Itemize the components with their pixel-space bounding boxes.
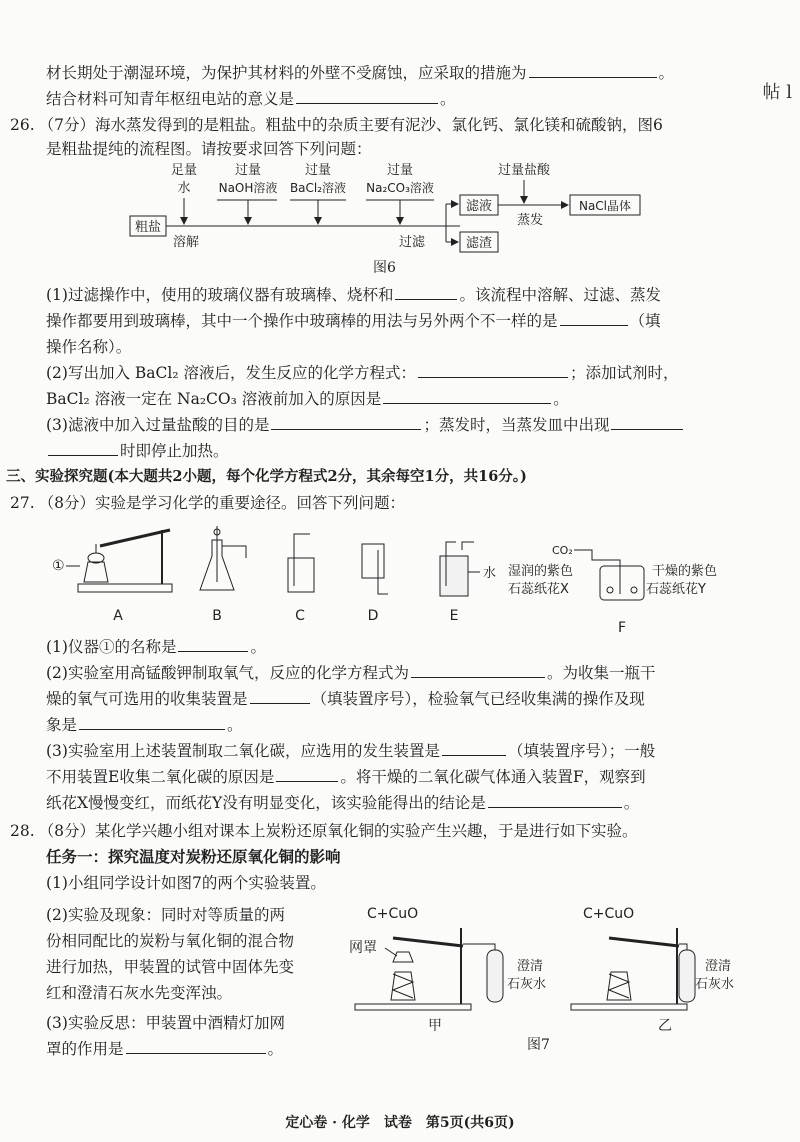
label: 过滤 xyxy=(398,235,426,250)
page-footer: 定心卷 · 化学 试卷 第5页(共6页) xyxy=(285,1115,515,1131)
text-line: 是粗盐提纯的流程图。请按要求回答下列问题： xyxy=(46,140,372,158)
label: 过量盐酸 xyxy=(497,163,551,178)
text-line xyxy=(46,714,243,736)
figure-caption: 图6 xyxy=(373,260,396,276)
apparatus-b xyxy=(200,526,246,624)
answer-blank[interactable] xyxy=(611,415,683,430)
q28-part-2: (2)实验及现象：同时对等质量的两 xyxy=(46,906,285,924)
text: （8分）某化学兴趣小组对课本上炭粉还原氧化铜的实验产生兴趣，于是进行如下实验。 xyxy=(38,822,638,840)
answer-blank[interactable] xyxy=(395,285,457,300)
text: ；蒸发时，当蒸发皿中出现 xyxy=(423,416,610,434)
answer-blank[interactable] xyxy=(271,415,421,430)
question-number: 28. xyxy=(10,822,35,840)
label: 石蕊纸花X xyxy=(508,582,569,597)
answer-blank[interactable] xyxy=(418,363,568,378)
label: 溶解 xyxy=(172,235,200,250)
answer-blank[interactable] xyxy=(442,741,506,756)
text: 。将干燥的二氧化碳气体通入装置F，观察到 xyxy=(340,768,646,786)
text: （填装置序号）；一般 xyxy=(507,742,656,760)
text-line xyxy=(46,88,456,110)
text-line xyxy=(46,1038,283,1060)
answer-blank[interactable] xyxy=(560,311,628,326)
label: 过量 xyxy=(386,163,414,178)
answer-blank[interactable] xyxy=(250,689,310,704)
page-edge-mark: 帖 l xyxy=(762,82,792,103)
text: 。 xyxy=(623,794,640,812)
apparatus-a xyxy=(52,530,172,624)
text-line xyxy=(46,792,639,814)
figure-apparatus xyxy=(40,520,760,645)
text: 。 xyxy=(227,716,243,734)
text-line: 操作名称）。 xyxy=(46,338,132,356)
text-line xyxy=(46,440,229,462)
apparatus-yi xyxy=(571,906,734,1034)
q28-part-1: (1)小组同学设计如图7的两个实验装置。 xyxy=(46,874,326,892)
text-line xyxy=(46,766,646,788)
text: 结合材料可知青年枢纽电站的意义是 xyxy=(46,90,295,108)
label: 网罩 xyxy=(349,940,377,956)
label: 水 xyxy=(483,566,497,581)
text-line xyxy=(46,388,569,410)
label: 甲 xyxy=(428,1018,442,1034)
label: NaCl晶体 xyxy=(578,199,632,213)
label: 蒸发 xyxy=(516,213,544,228)
text-line: 份相同配比的炭粉与氧化铜的混合物 xyxy=(46,932,295,950)
answer-blank[interactable] xyxy=(48,441,118,456)
label: 粗盐 xyxy=(134,220,162,235)
figure-caption: 图7 xyxy=(527,1037,550,1053)
text: (3)实验室用上述装置制取二氧化碳，应选用的发生装置是 xyxy=(46,742,440,760)
label: 湿润的紫色 xyxy=(508,564,574,579)
text: (1)仪器①的名称是 xyxy=(46,638,177,656)
q26-part-2 xyxy=(46,362,679,384)
text: (3)滤液中加入过量盐酸的目的是 xyxy=(46,416,270,434)
apparatus-f xyxy=(508,544,717,636)
q28-part-3: (3)实验反思：甲装置中酒精灯加网 xyxy=(46,1014,285,1032)
label: BaCl₂溶液 xyxy=(289,181,347,195)
apparatus-e xyxy=(440,542,496,624)
text: (2)实验室用高锰酸钾制取氧气，反应的化学方程式为 xyxy=(46,664,409,682)
text: 燥的氧气可选用的收集装置是 xyxy=(46,690,248,708)
text: (1)过滤操作中，使用的玻璃仪器有玻璃棒、烧杯和 xyxy=(46,286,394,304)
text: 。 xyxy=(267,1040,284,1058)
text: 不用装置E收集二氧化碳的原因是 xyxy=(46,768,275,786)
text-line xyxy=(46,310,661,332)
text: （填 xyxy=(629,312,661,330)
text: 。 xyxy=(658,64,675,82)
label: 石灰水 xyxy=(695,977,735,992)
label: 石灰水 xyxy=(507,977,547,992)
task-heading: 任务一：探究温度对炭粉还原氧化铜的影响 xyxy=(46,847,341,866)
text: ；添加试剂时， xyxy=(569,364,679,382)
text: BaCl₂ 溶液一定在 Na₂CO₃ 溶液前加入的原因是 xyxy=(46,390,382,408)
label: Na₂CO₃溶液 xyxy=(366,181,434,195)
text-line xyxy=(46,688,645,710)
answer-blank[interactable] xyxy=(276,767,338,782)
answer-blank[interactable] xyxy=(126,1039,266,1054)
text: (2)写出加入 BaCl₂ 溶液后，发生反应的化学方程式： xyxy=(46,364,416,382)
apparatus-label: B xyxy=(212,608,222,624)
question-number: 26. xyxy=(10,116,35,134)
label: 滤渣 xyxy=(465,236,493,251)
text: 材长期处于潮湿环境，为保护其材料的外壁不受腐蚀，应采取的措施为 xyxy=(46,64,527,82)
answer-blank[interactable] xyxy=(79,715,225,730)
text: 。该流程中溶解、过滤、蒸发 xyxy=(459,286,661,304)
answer-blank[interactable] xyxy=(411,663,545,678)
label: 石蕊纸花Y xyxy=(646,582,706,597)
q26-part-3 xyxy=(46,414,685,436)
apparatus-d xyxy=(362,544,388,624)
text: 。 xyxy=(553,390,569,408)
apparatus-c xyxy=(288,534,314,624)
q28-stem xyxy=(10,820,638,842)
text-line: 红和澄清石灰水先变浑浊。 xyxy=(46,984,233,1002)
text: 。 xyxy=(440,90,456,108)
apparatus-label: C xyxy=(295,608,305,624)
apparatus-label: A xyxy=(113,608,123,624)
label: C+CuO xyxy=(367,906,419,922)
answer-blank[interactable] xyxy=(488,793,622,808)
text: （7分）海水蒸发得到的是粗盐。粗盐中的杂质主要有泥沙、氯化钙、氯化镁和硫酸钠，图6 xyxy=(38,116,663,134)
apparatus-label: E xyxy=(449,608,459,624)
text: （8分）实验是学习化学的重要途径。回答下列问题： xyxy=(38,494,406,512)
q27-part-2 xyxy=(46,662,655,684)
text: （填装置序号），检验氧气已经收集满的操作及现 xyxy=(311,690,645,708)
section-heading: 三、实验探究题(本大题共2小题，每个化学方程式2分，其余每空1分，共16分。) xyxy=(6,468,527,485)
q27-part-1 xyxy=(46,636,266,658)
text: 。 xyxy=(250,638,266,656)
label: 滤液 xyxy=(465,199,493,214)
label: 过量 xyxy=(304,163,332,178)
label: 干燥的紫色 xyxy=(652,564,718,579)
answer-blank[interactable] xyxy=(383,389,551,404)
figure-7 xyxy=(345,900,765,1040)
q27-part-3 xyxy=(46,740,655,762)
text-line xyxy=(46,62,674,84)
q26-stem xyxy=(10,114,663,136)
q27-stem xyxy=(10,492,405,514)
label: 过量 xyxy=(234,163,262,178)
label: CO₂ xyxy=(552,544,573,557)
label: NaOH溶液 xyxy=(218,181,278,195)
answer-blank[interactable] xyxy=(296,89,438,104)
question-number: 27. xyxy=(10,494,35,512)
q26-part-1 xyxy=(46,284,661,306)
answer-blank[interactable] xyxy=(529,63,657,78)
marker: ① xyxy=(52,558,65,574)
label: 澄清 xyxy=(705,959,732,974)
label: 水 xyxy=(177,181,191,196)
label: 乙 xyxy=(658,1018,672,1034)
text-line: 进行加热，甲装置的试管中固体先变 xyxy=(46,958,295,976)
text: 时即停止加热。 xyxy=(120,442,229,460)
apparatus-jia xyxy=(349,906,546,1034)
text: 纸花X慢慢变红，而纸花Y没有明显变化，该实验能得出的结论是 xyxy=(46,794,486,812)
label: C+CuO xyxy=(583,906,635,922)
label: 澄清 xyxy=(517,959,544,974)
text: 。为收集一瓶干 xyxy=(546,664,656,682)
answer-blank[interactable] xyxy=(178,637,248,652)
label: 足量 xyxy=(170,163,198,178)
text: 操作都要用到玻璃棒，其中一个操作中玻璃棒的用法与另外两个不一样的是 xyxy=(46,312,558,330)
text: 象是 xyxy=(46,716,78,734)
apparatus-label: D xyxy=(367,608,379,624)
text: 罩的作用是 xyxy=(46,1040,124,1058)
apparatus-label: F xyxy=(617,620,627,636)
